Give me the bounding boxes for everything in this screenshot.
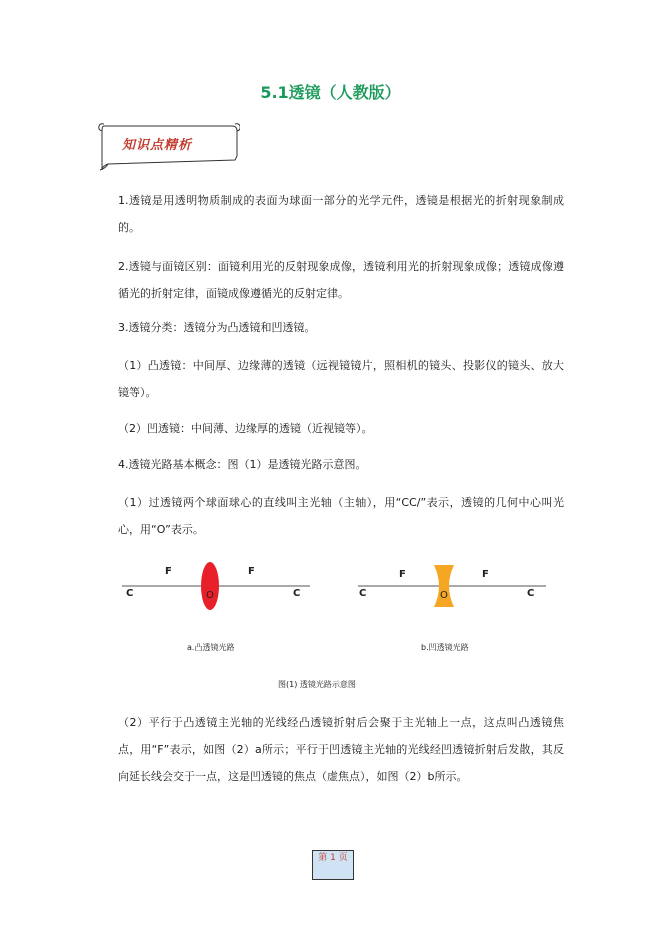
figure-caption: 图(1) 透镜光路示意图 xyxy=(278,680,356,689)
convex-c-left: C xyxy=(126,588,134,599)
concave-c-left: C xyxy=(359,588,367,599)
paragraph-6: 4.透镜光路基本概念：图（1）是透镜光路示意图。 xyxy=(118,458,367,471)
page-number-label: 第 1 页 xyxy=(318,853,348,863)
paragraph-8: （2）平行于凸透镜主光轴的光线经凸透镜折射后会聚于主光轴上一点，这点叫凸透镜焦点，用“F”表示，如图（2）a所示；平行于凹透镜主光轴的光线经凹透镜折射后发散，其反向延长线会交于一点，这是凹透镜的焦点（虚焦点），如图（2）b所示。 xyxy=(118,716,564,783)
convex-caption: a.凸透镜光路 xyxy=(187,643,235,652)
concave-optical-center: O xyxy=(440,590,448,601)
convex-focus-right: F xyxy=(248,566,255,577)
paragraph-5: （2）凹透镜：中间薄、边缘厚的透镜（近视镜等）。 xyxy=(118,422,373,435)
convex-focus-left: F xyxy=(165,566,172,577)
paragraph-1: 1.透镜是用透明物质制成的表面为球面一部分的光学元件，透镜是根据光的折射现象制成的。 xyxy=(118,194,564,234)
convex-c-right: C xyxy=(293,588,301,599)
paragraph-3: 3.透镜分类：透镜分为凸透镜和凹透镜。 xyxy=(118,321,316,334)
concave-focus-left: F xyxy=(399,569,406,580)
banner-label: 知识点精析 xyxy=(122,138,193,153)
convex-optical-center: O xyxy=(206,590,214,601)
paragraph-4: （1）凸透镜：中间厚、边缘薄的透镜（远视镜镜片，照相机的镜头、投影仪的镜头、放大镜等）。 xyxy=(118,359,564,399)
convex-lens-shape xyxy=(201,562,219,610)
paragraph-7: （1）过透镜两个球面球心的直线叫主光轴（主轴），用“CC/”表示，透镜的几何中心叫光心，用“O”表示。 xyxy=(118,496,564,536)
page-number-badge xyxy=(312,850,354,880)
concave-caption: b.凹透镜光路 xyxy=(421,643,469,652)
concave-focus-right: F xyxy=(482,569,489,580)
concave-c-right: C xyxy=(527,588,535,599)
page-title: 5.1透镜（人教版） xyxy=(260,83,401,102)
paragraph-2: 2.透镜与面镜区别：面镜利用光的反射现象成像，透镜利用光的折射现象成像；透镜成像遵循光的折射定律，面镜成像遵循光的反射定律。 xyxy=(118,260,564,300)
